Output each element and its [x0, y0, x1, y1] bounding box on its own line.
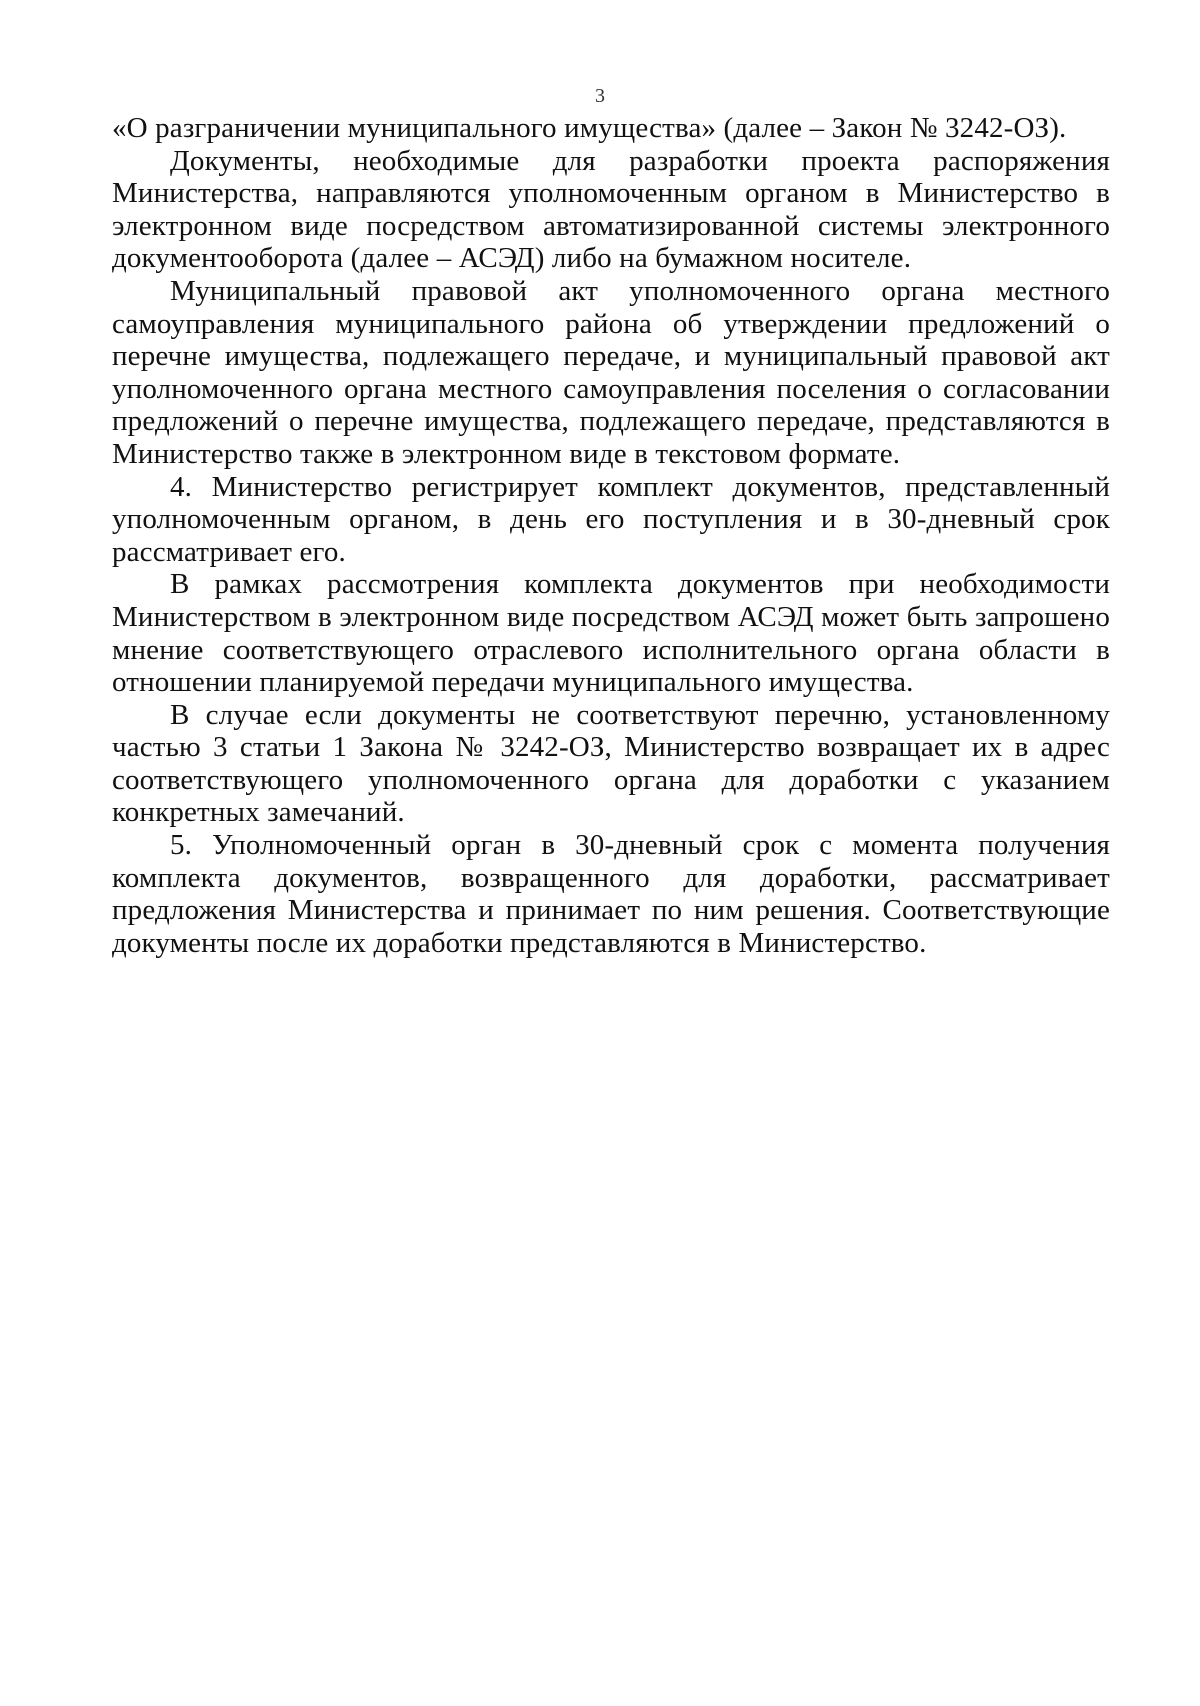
- paragraph-municipal-act: Муниципальный правовой акт уполномоченного органа местного самоуправления муниципального района об утверждении предложений о перечне имущества, подлежащего передаче, и муниципальный правовой акт уполномоченного органа местного самоуправления поселения о согласовании предложений о перечне имущества, подлежащего передаче, представляются в Министерство также в электронном виде в текстовом формате.: [112, 274, 1110, 470]
- paragraph-item-5: 5. Уполномоченный орган в 30-дневный срок с момента получения комплекта документов, возвращенного для доработки, рассматривает предложения Министерства и принимает по ним решения. Соответствующие документы после их доработки представляются в Министерство.: [112, 829, 1110, 959]
- paragraph-return-for-revision: В случае если документы не соответствуют перечню, установленному частью 3 статьи 1 Закона № 3242-ОЗ, Министерство возвращает их в адрес соответствующего уполномоченного органа для доработки с указанием конкретных замечаний.: [112, 698, 1110, 829]
- paragraph-item-4: 4. Министерство регистрирует комплект документов, представленный уполномоченным органом, в день его поступления и в 30-дневный срок рассматривает его.: [112, 470, 1110, 568]
- page-number: 3: [595, 85, 605, 107]
- document-body: [112, 112, 1110, 959]
- paragraph-review-opinion: В рамках рассмотрения комплекта документов при необходимости Министерством в электронном виде посредством АСЭД может быть запрошено мнение соответствующего отраслевого исполнительного органа области в отношении планируемой передачи муниципального имущества.: [112, 568, 1110, 699]
- paragraph-law-title-continuation: «О разграничении муниципального имущества» (далее – Закон № 3242-ОЗ).: [112, 112, 1067, 144]
- paragraph-documents-submission: Документы, необходимые для разработки проекта распоряжения Министерства, направляются уполномоченным органом в Министерство в электронном виде посредством автоматизированной системы электронного документооборота (далее – АСЭД) либо на бумажном носителе.: [112, 144, 1110, 275]
